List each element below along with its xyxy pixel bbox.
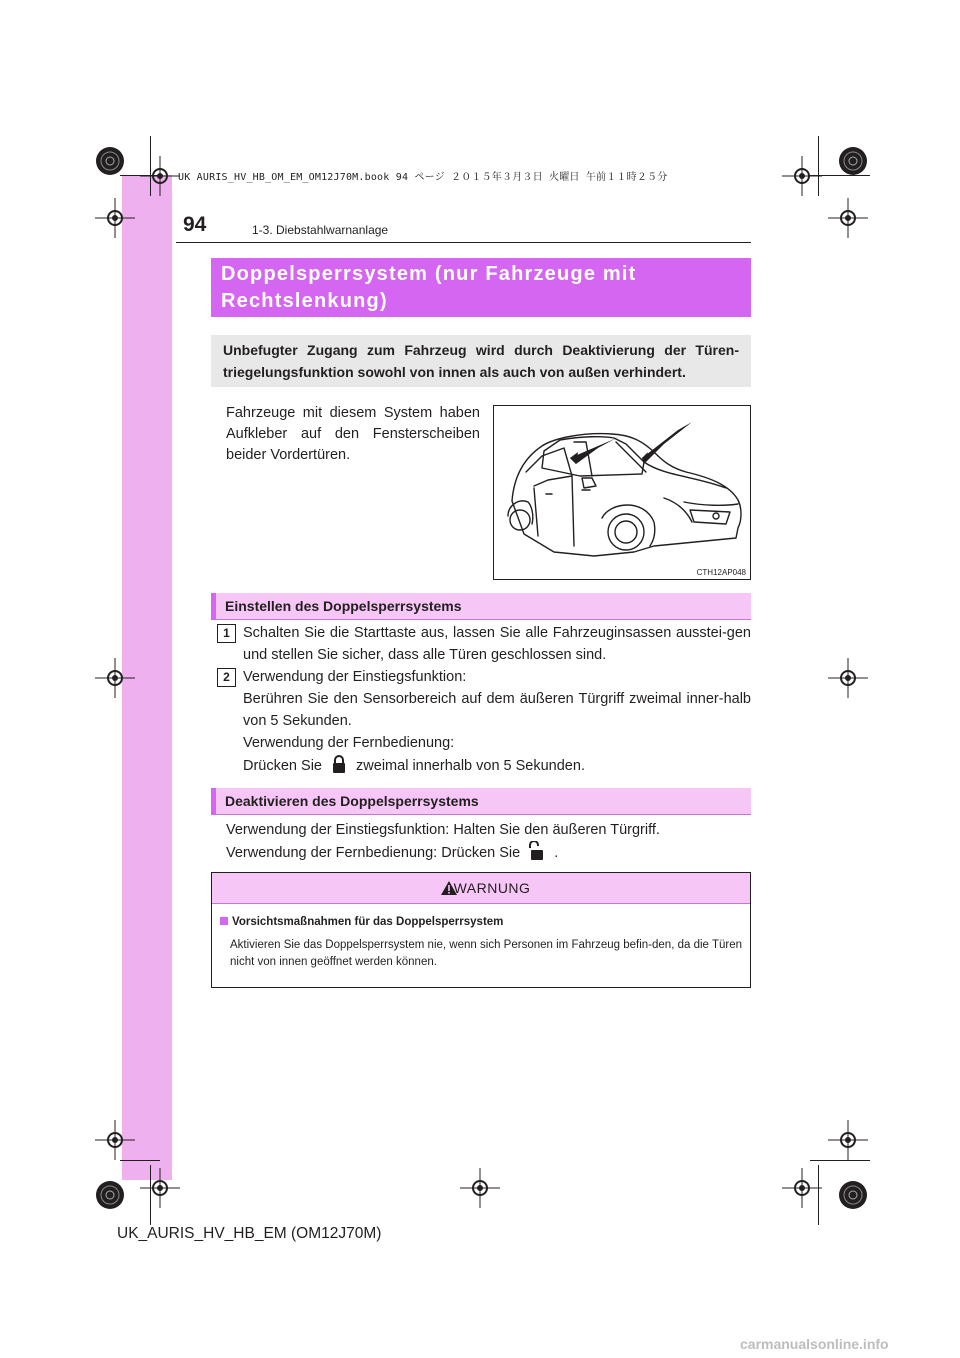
set-section-heading: Einstellen des Doppelsperrsystems — [211, 593, 751, 620]
deactivate-text — [226, 819, 734, 864]
crosshair-icon — [828, 658, 868, 698]
crosshair-icon — [828, 198, 868, 238]
footer-code: UK_AURIS_HV_HB_EM (OM12J70M) — [117, 1225, 382, 1242]
warning-title-text: Vorsichtsmaßnahmen für das Doppelsperrsystem — [232, 916, 504, 928]
warning-triangle-icon — [440, 880, 458, 896]
crosshair-icon — [828, 1120, 868, 1160]
warning-header — [212, 873, 750, 904]
intro-box: Unbefugter Zugang zum Fahrzeug wird durch Deaktivierung der Türen-triegelungsfunktion sowohl von innen als auch von außen verhindert. — [211, 335, 751, 387]
step-1-text: Schalten Sie die Starttaste aus, lassen Sie alle Fahrzeuginsassen ausstei-gen und stellen Sie sicher, dass alle Türen geschlossen sind. — [243, 625, 751, 663]
crosshair-icon — [140, 156, 180, 196]
registration-mark-icon — [838, 146, 868, 176]
step-2-line — [243, 754, 751, 777]
book-info-line: UK AURIS_HV_HB_OM_EM_OM12J70M.book 94 ページ ２０１５年３月３日 火曜日 午前１１時２５分 — [178, 172, 668, 183]
unlock-icon — [527, 841, 547, 861]
car-sticker-figure — [493, 405, 751, 580]
warning-label: WARNUNG — [453, 880, 531, 896]
step-2-line: Verwendung der Fernbedienung: — [243, 735, 455, 751]
registration-mark-icon — [95, 146, 125, 176]
crosshair-icon — [95, 658, 135, 698]
registration-mark-icon — [838, 1180, 868, 1210]
step-number: 1 — [217, 624, 236, 643]
crosshair-icon — [460, 1168, 500, 1208]
figure-caption-text: Fahrzeuge mit diesem System haben Aufkleber auf den Fensterscheiben beider Vordertüren. — [226, 405, 480, 463]
step-2-press-text: Drücken Sie — [243, 758, 322, 774]
deactivate-line: Verwendung der Einstiegsfunktion: Halten Sie den äußeren Türgriff. — [226, 822, 660, 838]
crop-mark — [120, 1160, 160, 1161]
step-2-text — [243, 666, 751, 777]
figure-code: CTH12AP048 — [696, 568, 746, 577]
crosshair-icon — [95, 198, 135, 238]
section-title: 1-3. Diebstahlwarnanlage — [252, 223, 389, 237]
crop-mark — [810, 1160, 870, 1161]
crosshair-icon — [782, 156, 822, 196]
registration-mark-icon — [95, 1180, 125, 1210]
bullet-square-icon — [220, 917, 228, 925]
step-2-line: Verwendung der Einstiegsfunktion: — [243, 669, 467, 685]
step-number: 2 — [217, 668, 236, 687]
warning-title — [220, 916, 503, 928]
deactivate-line — [226, 841, 734, 864]
deactivate-press-text: Verwendung der Fernbedienung: Drücken Sie — [226, 845, 521, 861]
watermark: carmanualsonline.info — [740, 1336, 889, 1352]
warning-box — [211, 872, 751, 988]
step-2-line: Berühren Sie den Sensorbereich auf dem äußeren Türgriff zweimal inner-halb von 5 Sekunden. — [243, 691, 751, 729]
crosshair-icon — [782, 1168, 822, 1208]
step-2-twice-text: zweimal innerhalb von 5 Sekunden. — [356, 758, 585, 774]
page-number: 94 — [183, 213, 207, 236]
header-rule — [176, 242, 751, 243]
lock-icon — [329, 754, 349, 774]
car-illustration-icon — [494, 406, 750, 579]
crosshair-icon — [140, 1168, 180, 1208]
crosshair-icon — [95, 1120, 135, 1160]
main-title: Doppelsperrsystem (nur Fahrzeuge mit Rechtslenkung) — [211, 258, 751, 317]
deactivate-period: . — [554, 845, 559, 861]
warning-text: Aktivieren Sie das Doppelsperrsystem nie, wenn sich Personen im Fahrzeug befin-den, da die Türen nicht von innen geöffnet werden können. — [230, 939, 742, 968]
deactivate-section-heading: Deaktivieren des Doppelsperrsystems — [211, 788, 751, 815]
